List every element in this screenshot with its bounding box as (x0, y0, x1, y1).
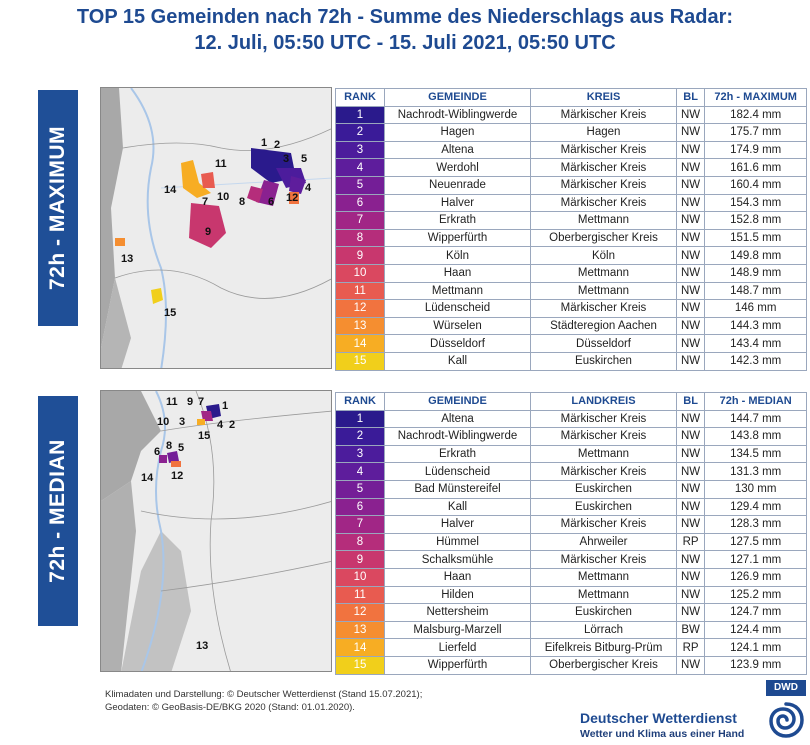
gemeinde-cell: Malsburg-Marzell (385, 621, 531, 639)
table-row (336, 124, 807, 142)
gemeinde-cell: Erkrath (385, 445, 531, 463)
kreis-cell: Euskirchen (531, 604, 677, 622)
rank-cell: 11 (336, 586, 385, 604)
rank-cell: 1 (336, 106, 385, 124)
table-row (336, 194, 807, 212)
table-row (336, 533, 807, 551)
value-cell: 126.9 mm (705, 568, 807, 586)
kreis-cell: Euskirchen (531, 498, 677, 516)
footer-line-2: Geodaten: © GeoBasis-DE/BKG 2020 (Stand: 01.01.2020). (105, 702, 355, 713)
svg-text:7: 7 (202, 196, 209, 208)
bl-cell: NW (677, 551, 705, 569)
value-cell: 127.1 mm (705, 551, 807, 569)
gemeinde-cell: Erkrath (385, 212, 531, 230)
title-line-1: TOP 15 Gemeinden nach 72h - Summe des Niederschlags aus Radar: (76, 6, 734, 28)
kreis-cell: Lörrach (531, 621, 677, 639)
kreis-cell: Märkischer Kreis (531, 141, 677, 159)
rank-cell: 6 (336, 194, 385, 212)
gemeinde-cell: Hagen (385, 124, 531, 142)
svg-text:10: 10 (157, 416, 170, 428)
gemeinde-cell: Kall (385, 352, 531, 370)
header-gemeinde: GEMEINDE (385, 89, 531, 107)
footer-line-1: Klimadaten und Darstellung: © Deutscher Wetterdienst (Stand 15.07.2021); (105, 689, 423, 700)
rank-cell: 10 (336, 264, 385, 282)
bl-cell: NW (677, 317, 705, 335)
table-row (336, 106, 807, 124)
bl-cell: NW (677, 410, 705, 428)
value-cell: 129.4 mm (705, 498, 807, 516)
header-bl: BL (677, 89, 705, 107)
gemeinde-cell: Lüdenscheid (385, 300, 531, 318)
kreis-cell: Euskirchen (531, 352, 677, 370)
value-cell: 134.5 mm (705, 445, 807, 463)
bl-cell: NW (677, 604, 705, 622)
table-row (336, 264, 807, 282)
bl-cell: NW (677, 352, 705, 370)
dwd-logo (766, 680, 806, 742)
gemeinde-cell: Würselen (385, 317, 531, 335)
rank-cell: 8 (336, 229, 385, 247)
footer-credits (105, 688, 422, 714)
header-kreis: KREIS (531, 89, 677, 107)
svg-text:13: 13 (196, 640, 209, 652)
kreis-cell: Mettmann (531, 212, 677, 230)
page-title (0, 4, 810, 56)
svg-text:9: 9 (187, 396, 194, 408)
kreis-cell: Oberbergischer Kreis (531, 229, 677, 247)
svg-text:3: 3 (283, 153, 290, 165)
gemeinde-cell: Halver (385, 194, 531, 212)
gemeinde-cell: Mettmann (385, 282, 531, 300)
gemeinde-cell: Haan (385, 568, 531, 586)
kreis-cell: Märkischer Kreis (531, 106, 677, 124)
bl-cell: NW (677, 194, 705, 212)
value-cell: 174.9 mm (705, 141, 807, 159)
gemeinde-cell: Altena (385, 410, 531, 428)
svg-text:12: 12 (171, 470, 184, 482)
table-row (336, 568, 807, 586)
kreis-cell: Köln (531, 247, 677, 265)
table-row (336, 159, 807, 177)
svg-text:4: 4 (217, 419, 224, 431)
table-row (336, 282, 807, 300)
bl-cell: NW (677, 445, 705, 463)
value-cell: 123.9 mm (705, 656, 807, 674)
gemeinde-cell: Düsseldorf (385, 335, 531, 353)
kreis-cell: Düsseldorf (531, 335, 677, 353)
kreis-cell: Märkischer Kreis (531, 159, 677, 177)
title-line-2: 12. Juli, 05:50 UTC - 15. Juli 2021, 05:50 UTC (194, 32, 616, 54)
value-cell: 146 mm (705, 300, 807, 318)
rank-cell: 8 (336, 533, 385, 551)
value-cell: 124.1 mm (705, 639, 807, 657)
value-cell: 151.5 mm (705, 229, 807, 247)
svg-text:8: 8 (166, 440, 173, 452)
max-table-header-row (336, 89, 807, 107)
gemeinde-cell: Lierfeld (385, 639, 531, 657)
median-table-body (336, 410, 807, 674)
rank-cell: 3 (336, 141, 385, 159)
table-row (336, 604, 807, 622)
bl-cell: NW (677, 463, 705, 481)
bl-cell: NW (677, 176, 705, 194)
value-cell: 144.3 mm (705, 317, 807, 335)
rank-cell: 14 (336, 639, 385, 657)
value-cell: 143.8 mm (705, 428, 807, 446)
rank-cell: 9 (336, 551, 385, 569)
header-rank: RANK (336, 393, 385, 411)
gemeinde-cell: Werdohl (385, 159, 531, 177)
table-row (336, 498, 807, 516)
gemeinde-cell: Schalksmühle (385, 551, 531, 569)
bl-cell: NW (677, 568, 705, 586)
kreis-cell: Hagen (531, 124, 677, 142)
kreis-cell: Märkischer Kreis (531, 300, 677, 318)
value-cell: 149.8 mm (705, 247, 807, 265)
gemeinde-cell: Nettersheim (385, 604, 531, 622)
header-landkreis: LANDKREIS (531, 393, 677, 411)
gemeinde-cell: Halver (385, 516, 531, 534)
bl-cell: RP (677, 533, 705, 551)
bl-cell: NW (677, 247, 705, 265)
bl-cell: NW (677, 335, 705, 353)
svg-text:10: 10 (217, 191, 230, 203)
svg-text:2: 2 (274, 139, 281, 151)
kreis-cell: Oberbergischer Kreis (531, 656, 677, 674)
brand-name: Deutscher Wetterdienst (580, 710, 737, 726)
value-cell: 148.9 mm (705, 264, 807, 282)
median-table-header-row (336, 393, 807, 411)
kreis-cell: Märkischer Kreis (531, 516, 677, 534)
svg-text:5: 5 (301, 153, 308, 165)
kreis-cell: Ahrweiler (531, 533, 677, 551)
header-rank: RANK (336, 89, 385, 107)
value-cell: 175.7 mm (705, 124, 807, 142)
svg-text:14: 14 (141, 472, 154, 484)
bl-cell: NW (677, 212, 705, 230)
gemeinde-cell: Haan (385, 264, 531, 282)
svg-text:2: 2 (229, 419, 236, 431)
kreis-cell: Märkischer Kreis (531, 463, 677, 481)
gemeinde-cell: Wipperfürth (385, 656, 531, 674)
bl-cell: NW (677, 282, 705, 300)
kreis-cell: Märkischer Kreis (531, 176, 677, 194)
svg-text:15: 15 (164, 307, 177, 319)
svg-text:5: 5 (178, 442, 185, 454)
rank-cell: 12 (336, 604, 385, 622)
table-row (336, 352, 807, 370)
value-cell: 127.5 mm (705, 533, 807, 551)
bl-cell: NW (677, 106, 705, 124)
table-row (336, 300, 807, 318)
bl-cell: BW (677, 621, 705, 639)
rank-cell: 4 (336, 463, 385, 481)
svg-text:11: 11 (215, 158, 227, 170)
table-row (336, 317, 807, 335)
max-table-body (336, 106, 807, 370)
map-median-svg (101, 391, 332, 672)
value-cell: 144.7 mm (705, 410, 807, 428)
table-row (336, 212, 807, 230)
kreis-cell: Märkischer Kreis (531, 428, 677, 446)
rank-cell: 1 (336, 410, 385, 428)
bl-cell: NW (677, 229, 705, 247)
value-cell: 130 mm (705, 480, 807, 498)
map-median (100, 390, 332, 672)
section-label-median-text: 72h - MEDIAN (46, 439, 69, 583)
max-ranking-table (335, 88, 807, 371)
header-value: 72h - MAXIMUM (705, 89, 807, 107)
gemeinde-cell: Hümmel (385, 533, 531, 551)
dwd-spiral-icon (766, 696, 806, 742)
rank-cell: 2 (336, 428, 385, 446)
value-cell: 161.6 mm (705, 159, 807, 177)
svg-text:15: 15 (198, 430, 211, 442)
bl-cell: NW (677, 516, 705, 534)
rank-cell: 7 (336, 516, 385, 534)
table-row (336, 463, 807, 481)
value-cell: 124.7 mm (705, 604, 807, 622)
kreis-cell: Märkischer Kreis (531, 410, 677, 428)
rank-cell: 2 (336, 124, 385, 142)
table-row (336, 621, 807, 639)
gemeinde-cell: Neuenrade (385, 176, 531, 194)
bl-cell: NW (677, 656, 705, 674)
rank-cell: 5 (336, 480, 385, 498)
kreis-cell: Märkischer Kreis (531, 194, 677, 212)
svg-text:3: 3 (179, 416, 186, 428)
rank-cell: 6 (336, 498, 385, 516)
svg-text:7: 7 (198, 396, 205, 408)
kreis-cell: Euskirchen (531, 480, 677, 498)
table-row (336, 445, 807, 463)
median-ranking-table (335, 392, 807, 675)
value-cell: 131.3 mm (705, 463, 807, 481)
rank-cell: 12 (336, 300, 385, 318)
value-cell: 182.4 mm (705, 106, 807, 124)
table-row (336, 410, 807, 428)
bl-cell: RP (677, 639, 705, 657)
table-row (336, 639, 807, 657)
section-label-median (38, 396, 78, 626)
brand-slogan: Wetter und Klima aus einer Hand (580, 728, 745, 740)
rank-cell: 7 (336, 212, 385, 230)
table-row (336, 141, 807, 159)
table-row (336, 480, 807, 498)
kreis-cell: Mettmann (531, 264, 677, 282)
value-cell: 152.8 mm (705, 212, 807, 230)
value-cell: 128.3 mm (705, 516, 807, 534)
rank-cell: 5 (336, 176, 385, 194)
rank-cell: 10 (336, 568, 385, 586)
gemeinde-cell: Altena (385, 141, 531, 159)
gemeinde-cell: Nachrodt-Wiblingwerde (385, 428, 531, 446)
table-row (336, 428, 807, 446)
kreis-cell: Eifelkreis Bitburg-Prüm (531, 639, 677, 657)
bl-cell: NW (677, 124, 705, 142)
value-cell: 154.3 mm (705, 194, 807, 212)
bl-cell: NW (677, 498, 705, 516)
kreis-cell: Mettmann (531, 568, 677, 586)
table-row (336, 586, 807, 604)
svg-text:13: 13 (121, 253, 134, 265)
rank-cell: 3 (336, 445, 385, 463)
rank-cell: 15 (336, 656, 385, 674)
section-label-maximum (38, 90, 78, 326)
map-maximum-svg (101, 88, 332, 369)
value-cell: 148.7 mm (705, 282, 807, 300)
value-cell: 160.4 mm (705, 176, 807, 194)
svg-text:1: 1 (261, 137, 268, 149)
table-row (336, 176, 807, 194)
gemeinde-cell: Hilden (385, 586, 531, 604)
table-row (336, 247, 807, 265)
svg-text:6: 6 (268, 196, 275, 208)
kreis-cell: Mettmann (531, 445, 677, 463)
rank-cell: 14 (336, 335, 385, 353)
gemeinde-cell: Köln (385, 247, 531, 265)
rank-cell: 13 (336, 317, 385, 335)
map-maximum (100, 87, 332, 369)
svg-text:6: 6 (154, 446, 161, 458)
rank-cell: 15 (336, 352, 385, 370)
rank-cell: 13 (336, 621, 385, 639)
gemeinde-cell: Lüdenscheid (385, 463, 531, 481)
value-cell: 125.2 mm (705, 586, 807, 604)
rank-cell: 11 (336, 282, 385, 300)
table-row (336, 516, 807, 534)
kreis-cell: Mettmann (531, 586, 677, 604)
value-cell: 143.4 mm (705, 335, 807, 353)
gemeinde-cell: Nachrodt-Wiblingwerde (385, 106, 531, 124)
kreis-cell: Mettmann (531, 282, 677, 300)
bl-cell: NW (677, 480, 705, 498)
header-bl: BL (677, 393, 705, 411)
header-gemeinde: GEMEINDE (385, 393, 531, 411)
table-row (336, 335, 807, 353)
dwd-logo-tag: DWD (766, 680, 806, 696)
gemeinde-cell: Kall (385, 498, 531, 516)
table-row (336, 551, 807, 569)
rank-cell: 4 (336, 159, 385, 177)
gemeinde-cell: Bad Münstereifel (385, 480, 531, 498)
bl-cell: NW (677, 300, 705, 318)
value-cell: 124.4 mm (705, 621, 807, 639)
svg-text:11: 11 (166, 396, 178, 408)
svg-text:9: 9 (205, 226, 212, 238)
bl-cell: NW (677, 159, 705, 177)
svg-text:8: 8 (239, 196, 246, 208)
header-value: 72h - MEDIAN (705, 393, 807, 411)
bl-cell: NW (677, 264, 705, 282)
rank-cell: 9 (336, 247, 385, 265)
kreis-cell: Städteregion Aachen (531, 317, 677, 335)
kreis-cell: Märkischer Kreis (531, 551, 677, 569)
bl-cell: NW (677, 428, 705, 446)
section-label-maximum-text: 72h - MAXIMUM (46, 126, 69, 290)
svg-text:14: 14 (164, 184, 177, 196)
bl-cell: NW (677, 586, 705, 604)
bl-cell: NW (677, 141, 705, 159)
value-cell: 142.3 mm (705, 352, 807, 370)
gemeinde-cell: Wipperfürth (385, 229, 531, 247)
table-row (336, 656, 807, 674)
svg-text:12: 12 (286, 192, 299, 204)
svg-text:1: 1 (222, 400, 229, 412)
svg-text:4: 4 (305, 182, 312, 194)
table-row (336, 229, 807, 247)
